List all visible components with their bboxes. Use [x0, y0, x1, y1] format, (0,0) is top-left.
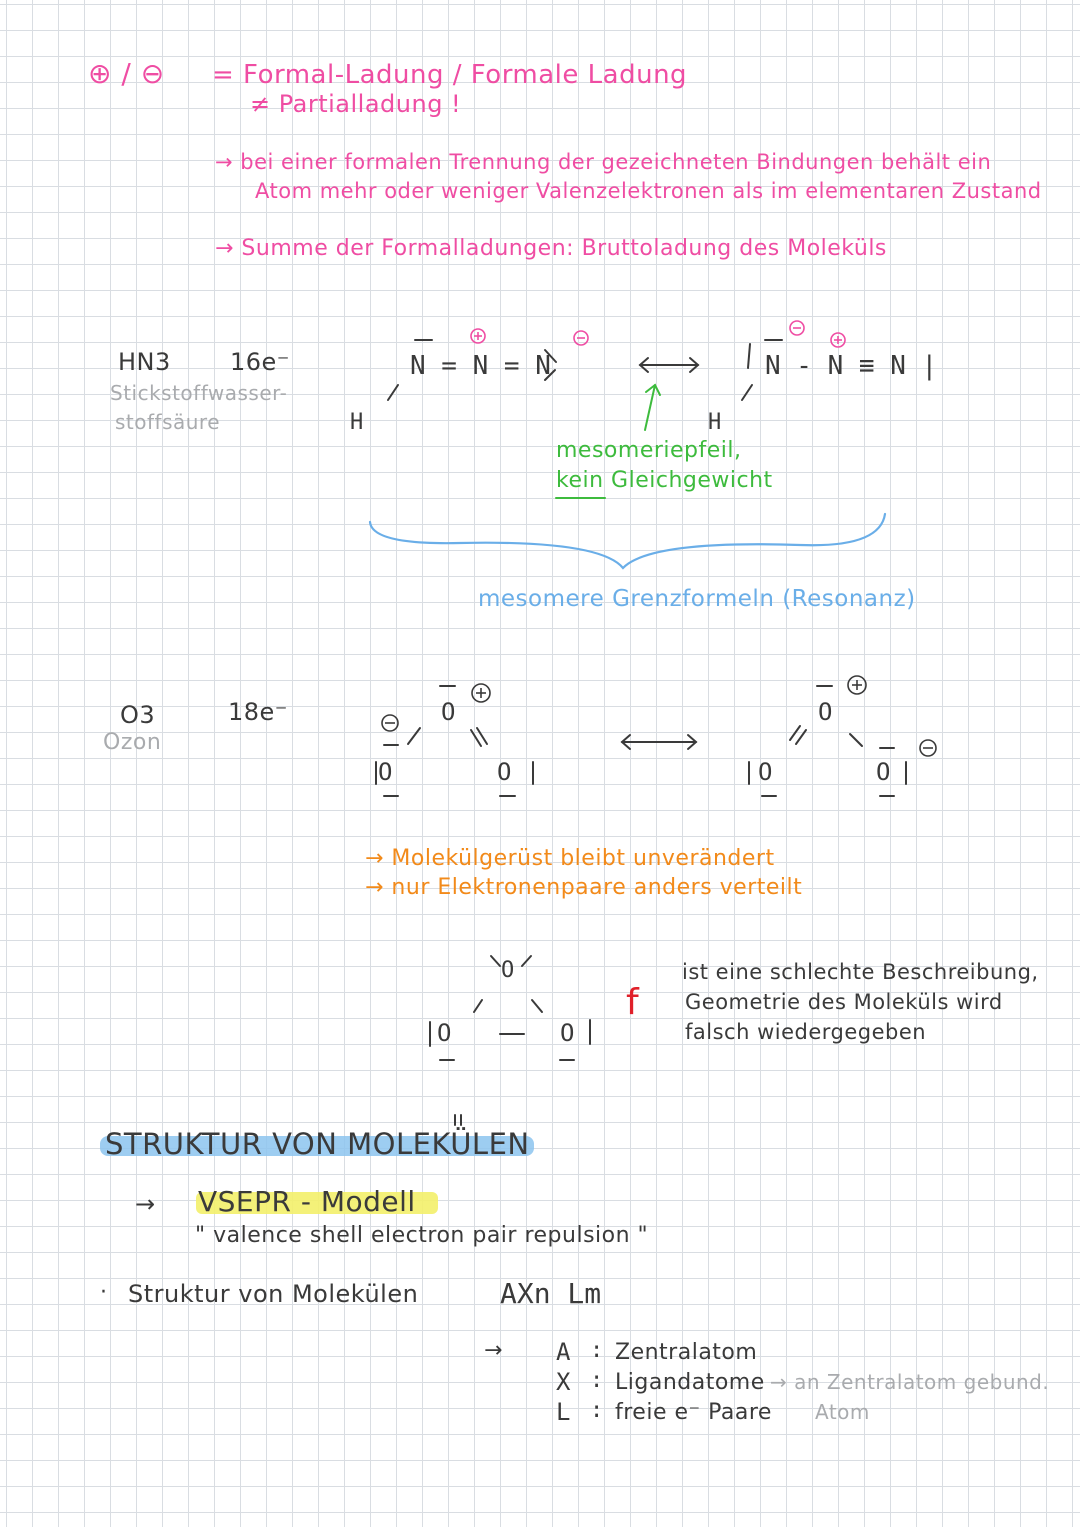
hn3-left-structure: N = N = N — [410, 351, 551, 381]
hn3-left-nh-bond — [388, 385, 398, 400]
o3-right-right-atom: O — [876, 758, 891, 786]
def-l-text: freie e⁻ Paare — [615, 1400, 772, 1425]
bullet-separation-line1: → bei einer formalen Trennung der gezeichneten Bindungen behält ein — [215, 150, 992, 174]
hn3-name-line1: Stickstoffwasser- — [110, 381, 288, 405]
def-x-text: Ligandatome — [615, 1370, 765, 1395]
hn3-right-structure: N - N ≡ N | — [765, 351, 938, 381]
wrong-note-line1: ist eine schlechte Beschreibung, — [682, 960, 1039, 984]
side-note-line2: Atom — [815, 1400, 870, 1424]
structure-formula: AXn Lm — [500, 1277, 602, 1310]
formal-charge-definition: = Formal-Ladung / Formale Ladung — [212, 60, 688, 90]
def-x-colon: : — [590, 1368, 604, 1393]
o3-left-top-atom: O — [441, 698, 456, 726]
structure-label: Struktur von Molekülen — [128, 1280, 419, 1308]
definition-arrow: → — [484, 1338, 503, 1363]
o3-triangle-left-atom: O — [437, 1019, 452, 1047]
hn3-left-lone-pair-b — [545, 370, 555, 380]
hn3-name-line2: stoffsäure — [115, 410, 221, 434]
side-note-line1: → an Zentralatom gebund. — [770, 1370, 1050, 1394]
bullet-dot: · — [100, 1280, 108, 1305]
o3-right-left-atom: O — [758, 758, 773, 786]
o3-left-left-atom: O — [378, 758, 393, 786]
resonance-brace — [370, 514, 885, 568]
vsepr-full-name: " valence shell electron pair repulsion " — [195, 1223, 649, 1248]
def-x-symbol: X — [556, 1368, 571, 1396]
wrong-note-line2: Geometrie des Moleküls wird — [685, 990, 1003, 1014]
resonance-label: mesomere Grenzformeln (Resonanz) — [478, 586, 916, 612]
hn3-formula: HN3 — [118, 348, 171, 376]
wrong-note-line3: falsch wiedergegeben — [685, 1020, 927, 1044]
hn3-right-hydrogen: H — [708, 410, 722, 435]
section-heading: STRUKTUR VON MOLEKÜLEN — [105, 1127, 530, 1161]
bullet-separation-line2: Atom mehr oder weniger Valenzelektronen als im elementaren Zustand — [255, 179, 1042, 203]
charge-symbols: ⊕ / ⊖ — [88, 57, 165, 90]
def-a-symbol: A — [556, 1338, 571, 1366]
hn3-right-lone-pair-left — [748, 344, 750, 368]
o3-left-right-atom: O — [497, 758, 512, 786]
o3-triangle-top-atom: O — [501, 958, 515, 983]
hn3-electrons: 16e⁻ — [230, 348, 290, 376]
vsepr-arrow: → — [135, 1190, 156, 1218]
o3-right-top-atom: O — [818, 698, 833, 726]
o3-formula: O3 — [120, 701, 156, 729]
def-a-colon: : — [590, 1338, 604, 1363]
bullet-sum-charges: → Summe der Formalladungen: Bruttoladung des Moleküls — [215, 236, 887, 261]
o3-note-line1: → Molekülgerüst bleibt unverändert — [365, 846, 775, 871]
hn3-left-hydrogen: H — [350, 410, 364, 435]
o3-name: Ozon — [103, 730, 162, 755]
mesomeric-arrow-note-line2: kein Gleichgewicht — [556, 468, 773, 493]
def-l-symbol: L — [556, 1398, 571, 1426]
def-l-colon: : — [590, 1398, 604, 1423]
def-a-text: Zentralatom — [615, 1340, 758, 1365]
hn3-left-lone-pair-a — [545, 350, 556, 362]
hn3-right-nh-bond — [742, 385, 752, 400]
partial-charge-note: ≠ Partialladung ! — [250, 90, 462, 118]
o3-note-line2: → nur Elektronenpaare anders verteilt — [365, 875, 803, 900]
o3-electrons: 18e⁻ — [228, 698, 288, 726]
vsepr-title: VSEPR - Modell — [198, 1185, 416, 1218]
o3-triangle-right-atom: O — [560, 1019, 575, 1047]
wrong-mark: f — [626, 982, 640, 1023]
mesomeric-arrow-note-line1: mesomeriepfeil, — [556, 438, 742, 463]
